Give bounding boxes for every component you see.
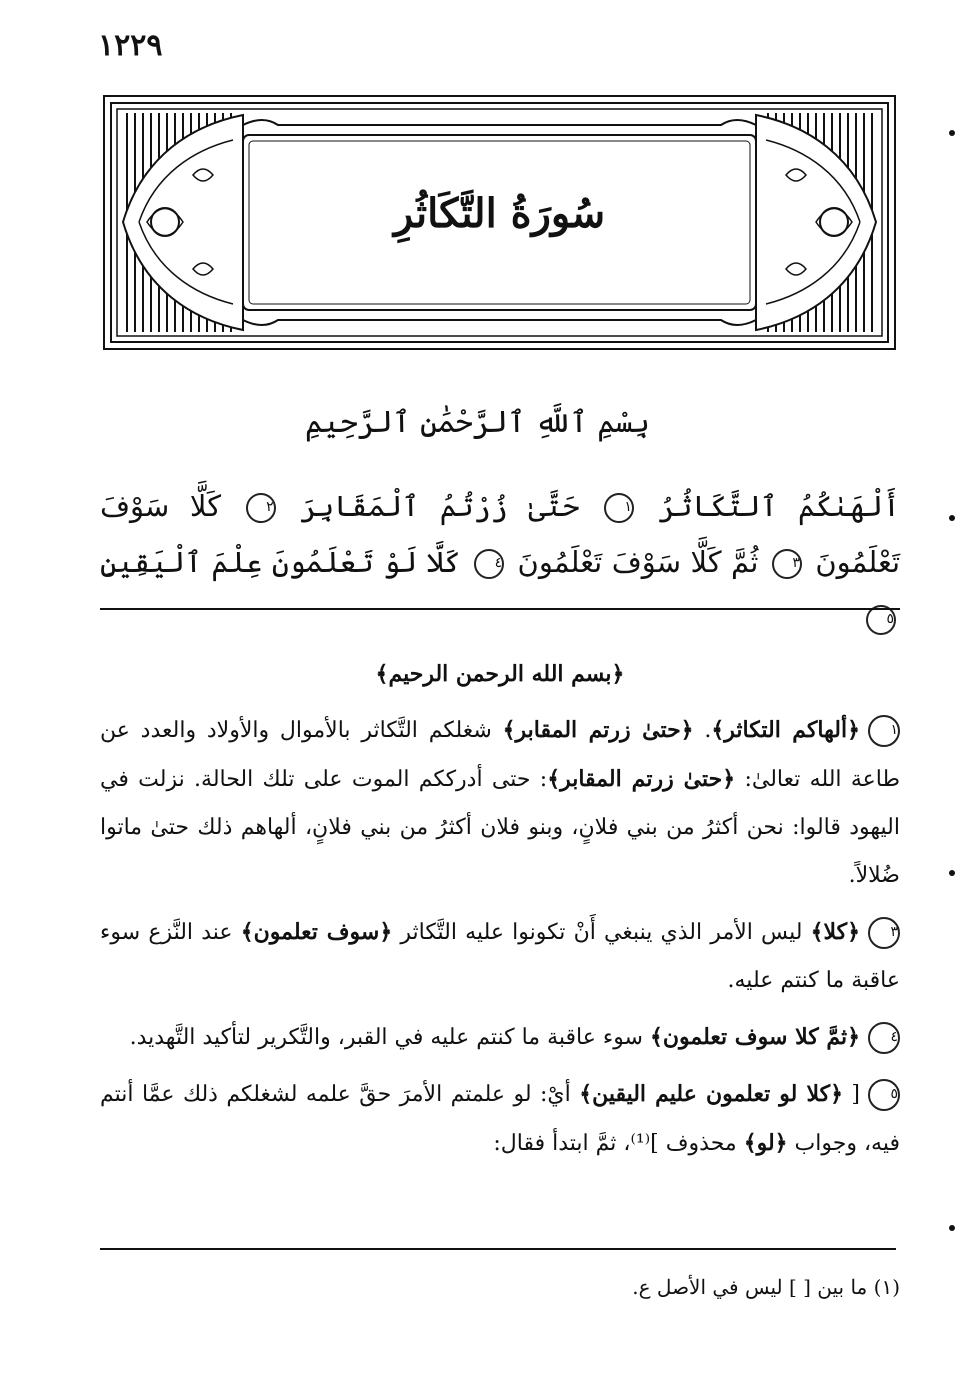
ayah-number: ١	[604, 493, 634, 523]
paragraph-text: شغلكم التَّكاثر بالأموال والأولاد والعدد عن طاعة الله تعالىٰ:	[100, 718, 900, 792]
quoted-verse: ﴿سوف تعلمون﴾	[240, 919, 393, 945]
verse-number-badge: ٥	[868, 1079, 900, 1111]
paragraph-text: أيْ: لو علمتم الأمرَ حقَّ علمه لشغلكم ذلك عمَّا أنتم فيه، وجواب	[100, 1082, 900, 1156]
ayah-number: ٣	[772, 549, 802, 579]
commentary-paragraph	[100, 1070, 900, 1168]
margin-mark	[949, 870, 955, 876]
commentary	[100, 650, 900, 1176]
paragraph-text: سوء عاقبة ما كنتم عليه في القبر، والتَّكرير لتأكيد التَّهديد.	[129, 1025, 650, 1050]
margin-mark	[949, 130, 955, 136]
footnote	[100, 1275, 900, 1299]
ayah-number: ٥	[866, 605, 896, 635]
paragraph-text: .	[693, 718, 712, 743]
paragraph-text: محذوف ]⁽¹⁾، ثمَّ ابتدأ فقال:	[493, 1131, 744, 1156]
verse-text: ثُمَّ كَلَّا سَوْفَ تَعْلَمُونَ	[517, 545, 759, 579]
quoted-verse: ﴿حتىٰ زرتم المقابر﴾	[502, 717, 694, 743]
verse-text: كَلَّا سَوْفَ تَعْلَمُونَ	[100, 489, 901, 579]
quran-verses	[100, 478, 900, 646]
footnote-text: ما بين [ ] ليس في الأصل ع.	[632, 1275, 868, 1299]
quoted-verse: ﴿حتىٰ زرتم المقابر﴾	[547, 766, 736, 792]
verse-text: أَلْهَىٰكُمُ ٱلتَّكَاثُرُ	[658, 489, 900, 523]
ayah-number: ٢	[246, 493, 276, 523]
page-number: ١٢٢٩	[98, 28, 163, 63]
quoted-verse: ﴿لو﴾	[743, 1130, 788, 1156]
footnote-marker: (١)	[873, 1275, 900, 1299]
commentary-paragraph	[100, 706, 900, 900]
basmala: بِسْمِ ٱللَّهِ ٱلرَّحْمَٰنِ ٱلرَّحِيمِ	[304, 405, 650, 440]
sura-title-frame	[103, 95, 896, 350]
footnote-divider	[100, 1248, 896, 1250]
quoted-verse: ﴿ألهاكم التكاثر﴾	[711, 717, 860, 743]
commentary-paragraph	[100, 908, 900, 1005]
commentary-heading: ﴿بسم الله الرحمن الرحيم﴾	[375, 661, 625, 687]
paragraph-text: ليس الأمر الذي ينبغي أَنْ تكونوا عليه التَّكاثر	[392, 920, 811, 945]
quoted-verse: ﴿كلا لو تعلمون عليم اليقين﴾	[579, 1081, 843, 1107]
margin-mark	[949, 515, 955, 521]
verse-number-badge: ١	[868, 715, 900, 747]
verse-number-badge: ٣	[868, 917, 900, 949]
margin-mark	[949, 1225, 955, 1231]
commentary-paragraph	[100, 1013, 900, 1062]
verse-text: كَلَّا لَوْ تَعْلَمُونَ عِلْمَ ٱلْيَقِينِ	[100, 545, 461, 579]
paragraph-text: : حتى أدرككم الموت على تلك الحالة. نزلت في اليهود قالوا: نحن أكثرُ من بني فلانٍ، وبنو فلان أكثرُ من بني فلانٍ، ألهاهم ذلك حتىٰ ماتوا ضُلالاً.	[100, 767, 900, 888]
sura-title: سُورَةُ التَّكَاثُرِ	[393, 190, 606, 237]
quoted-verse: ﴿كلا﴾	[810, 919, 861, 945]
paragraph-text: [	[842, 1082, 861, 1107]
verse-text: حَتَّىٰ زُرْتُمُ ٱلْمَقَابِرَ	[300, 489, 580, 523]
divider	[100, 608, 900, 610]
paragraph-text: عند النَّزع سوء عاقبة ما كنتم عليه.	[100, 920, 900, 993]
quoted-verse: ﴿ثمَّ كلا سوف تعلمون﴾	[650, 1024, 860, 1050]
ayah-number: ٤	[474, 549, 504, 579]
verse-number-badge: ٤	[868, 1022, 900, 1054]
